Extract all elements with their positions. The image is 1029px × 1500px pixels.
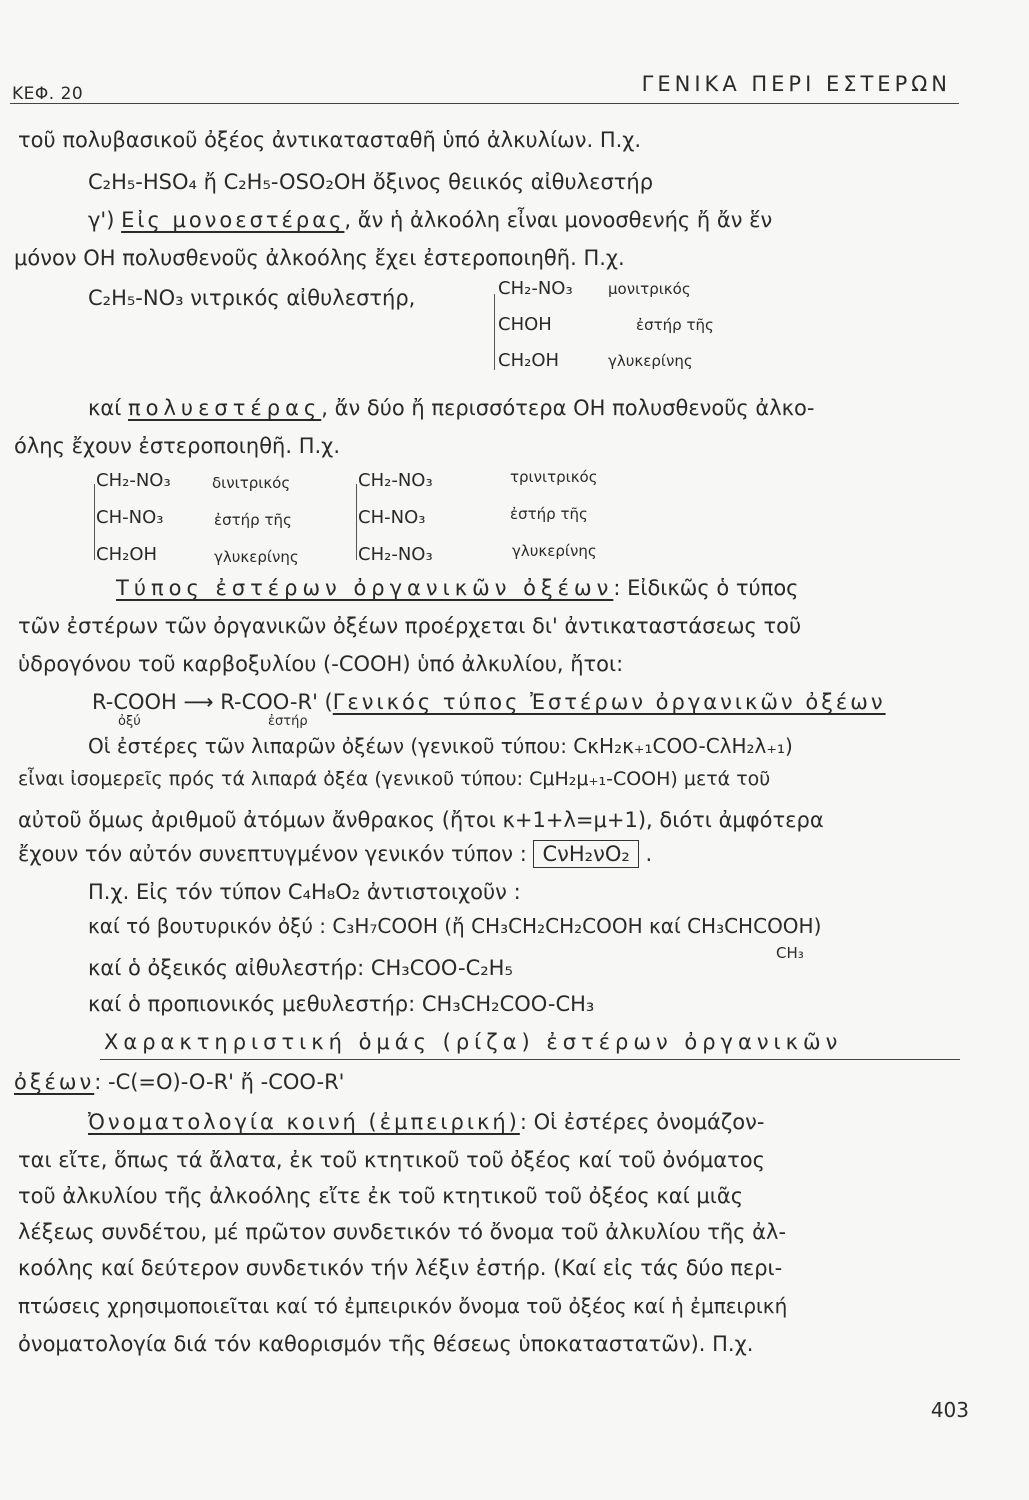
formula-note: τρινιτρικός xyxy=(510,468,598,486)
text-line: μόνον ΟΗ πολυσθενοῦς ἀλκοόλης ἔχει ἐστεροποιηθῆ. Π.χ. xyxy=(14,246,625,270)
heading-common-nomenclature: Ὀνοματολογία κοινή (ἐμπειρική) xyxy=(88,1110,520,1134)
formula: CH-NO₃ xyxy=(358,507,426,528)
bond-line xyxy=(356,484,357,560)
formula-line xyxy=(92,690,886,714)
formula-note: δινιτρικός xyxy=(212,474,291,492)
formula: CH₂-NO₃ xyxy=(358,544,433,565)
formula-note: ἐστήρ τῆς xyxy=(214,511,292,529)
text-line: Π.χ. Εἰς τόν τύπον C₄H₈O₂ ἀντιστοιχοῦν : xyxy=(88,880,521,904)
general-formula-box: CνH₂νO₂ xyxy=(533,840,638,868)
text-line: εἶναι ἰσομερεῖς πρός τά λιπαρά ὀξέα (γενικοῦ τύπου: CμH₂μ₊₁-COOH) μετά τοῦ xyxy=(18,768,771,790)
list-marker: γ') xyxy=(88,208,122,232)
formula-note: γλυκερίνης xyxy=(608,352,693,370)
text-fragment: ἔχουν τόν αὐτόν συνεπτυγμένον γενικόν τύπον : xyxy=(18,842,527,866)
heading-continuation: ὀξέων xyxy=(14,1070,95,1094)
formula-note: μονιτρικός xyxy=(608,280,691,298)
section-heading xyxy=(116,576,799,600)
text-fragment: , ἄν ἡ ἀλκοόλη εἶναι μονοσθενής ἤ ἄν ἕν xyxy=(344,208,773,232)
text-line: τοῦ ἀλκυλίου τῆς ἀλκοόλης εἴτε ἐκ τοῦ κτητικοῦ τοῦ ὀξέος καί μιᾶς xyxy=(18,1184,744,1208)
page-number: 403 xyxy=(930,1398,969,1422)
term-polyesters: πολυεστέρας xyxy=(128,396,322,420)
text-line: Οἱ ἐστέρες τῶν λιπαρῶν ὀξέων (γενικοῦ τύπου: CκH₂κ₊₁COO-CλH₂λ₊₁) xyxy=(88,734,793,758)
text-line: λέξεως συνδέτου, μέ πρῶτον συνδετικόν τό ὄνομα τοῦ ἀλκυλίου τῆς ἀλ- xyxy=(18,1220,787,1244)
formula-line: C₂H₅-NO₃ νιτρικός αἰθυλεστήρ, xyxy=(88,286,416,310)
text-fragment: : Οἱ ἐστέρες ὀνομάζον- xyxy=(519,1110,765,1134)
formula-line: C₂H₅-HSO₄ ἤ C₂H₅-OSO₂OH ὄξινος θειικός αἰθυλεστήρ xyxy=(88,170,654,194)
text-line: καί ὁ προπιονικός μεθυλεστήρ: CH₃CH₂COO-CH₃ xyxy=(88,992,595,1016)
bond-line xyxy=(94,484,95,560)
formula-note: γλυκερίνης xyxy=(512,542,597,560)
text-line: κοόλης καί δεύτερον συνδετικόν τήν λέξιν ἐστήρ. (Καί εἰς τάς δύο περι- xyxy=(18,1256,783,1280)
text-fragment: , ἄν δύο ἤ περισσότερα ΟΗ πολυσθενοῦς ἀλκο- xyxy=(321,396,815,420)
text-fragment: καί xyxy=(88,396,129,420)
formula-subscript: ὀξύ xyxy=(118,714,141,729)
text-line: ται εἴτε, ὅπως τά ἄλατα, ἐκ τοῦ κτητικοῦ τοῦ ὀξέος καί τοῦ ὀνόματος xyxy=(18,1148,765,1172)
section-heading: Χαρακτηριστική ὁμάς (ρίζα) ἐστέρων ὀργανικῶν xyxy=(104,1030,843,1054)
formula: CH-NO₃ xyxy=(96,507,164,528)
formula-subscript: CH₃ xyxy=(776,944,804,962)
heading-rule xyxy=(100,1059,960,1060)
formula: CH₂-NO₃ xyxy=(96,470,171,491)
formula: CH₂OH xyxy=(96,544,158,565)
text-line: πτώσεις χρησιμοποιεῖται καί τό ἐμπειρικόν ὄνομα τοῦ ὀξέος καί ἡ ἐμπειρική xyxy=(18,1294,788,1318)
text-fragment: : Εἰδικῶς ὁ τύπος xyxy=(613,576,799,600)
text-line: ὑδρογόνου τοῦ καρβοξυλίου (-COOH) ὑπό ἀλκυλίου, ἤτοι: xyxy=(18,652,624,676)
chapter-label: ΚΕΦ. 20 xyxy=(12,84,84,104)
heading-ester-formula: Τύπος ἐστέρων ὀργανικῶν ὀξέων xyxy=(116,576,614,600)
text-line: καί ὁ ὀξεικός αἰθυλεστήρ: CH₃COO-C₂H₅ xyxy=(88,956,513,980)
formula-subscript: ἐστήρ xyxy=(268,714,308,729)
formula-note: ἐστήρ τῆς xyxy=(636,316,714,334)
formula: CH₂-NO₃ xyxy=(358,470,433,491)
formula-note: ἐστήρ τῆς xyxy=(510,505,588,523)
text-line: τοῦ πολυβασικοῦ ὀξέος ἀντικατασταθῆ ὑπό ἀλκυλίων. Π.χ. xyxy=(18,128,642,152)
text-line xyxy=(88,396,814,420)
text-line: καί τό βουτυρικόν ὀξύ : C₃H₇COOH (ἤ CH₃CH₂CH₂COOH καί CH₃CHCOOH) xyxy=(88,914,822,938)
text-line xyxy=(88,208,772,232)
section-heading xyxy=(88,1110,764,1134)
text-line: αὐτοῦ ὅμως ἀριθμοῦ ἀτόμων ἄνθρακος (ἤτοι κ+1+λ=μ+1), διότι ἀμφότερα xyxy=(18,808,824,832)
text-fragment: . xyxy=(645,842,653,866)
formula: CHOH xyxy=(498,314,552,335)
general-formula-label: Γενικός τύπος Ἐστέρων ὀργανικῶν ὀξέων xyxy=(332,690,886,714)
formula-note: γλυκερίνης xyxy=(214,548,299,566)
text-line: τῶν ἐστέρων τῶν ὀργανικῶν ὀξέων προέρχεται δι' ἀντικαταστάσεως τοῦ xyxy=(18,614,802,638)
text-line: ὀνοματολογία διά τόν καθορισμόν τῆς θέσεως ὑποκαταστατῶν). Π.χ. xyxy=(18,1332,754,1356)
page-title: ΓΕΝΙΚΑ ΠΕΡΙ ΕΣΤΕΡΩΝ xyxy=(641,72,951,96)
formula: CH₂OH xyxy=(498,350,560,371)
text-line: όλης ἔχουν ἐστεροποιηθῆ. Π.χ. xyxy=(14,434,340,458)
formula: CH₂-NO₃ xyxy=(498,278,573,299)
reaction-scheme: R-COOH ⟶ R-COO-R' ( xyxy=(92,690,333,714)
characteristic-group-formula: : -C(=O)-O-R' ἤ -COO-R' xyxy=(94,1070,345,1094)
text-line xyxy=(18,842,652,866)
formula-line xyxy=(14,1070,344,1094)
header-rule xyxy=(10,103,959,104)
term-monoesters: Εἰς μονοεστέρας xyxy=(121,208,345,232)
bond-line xyxy=(494,294,495,370)
